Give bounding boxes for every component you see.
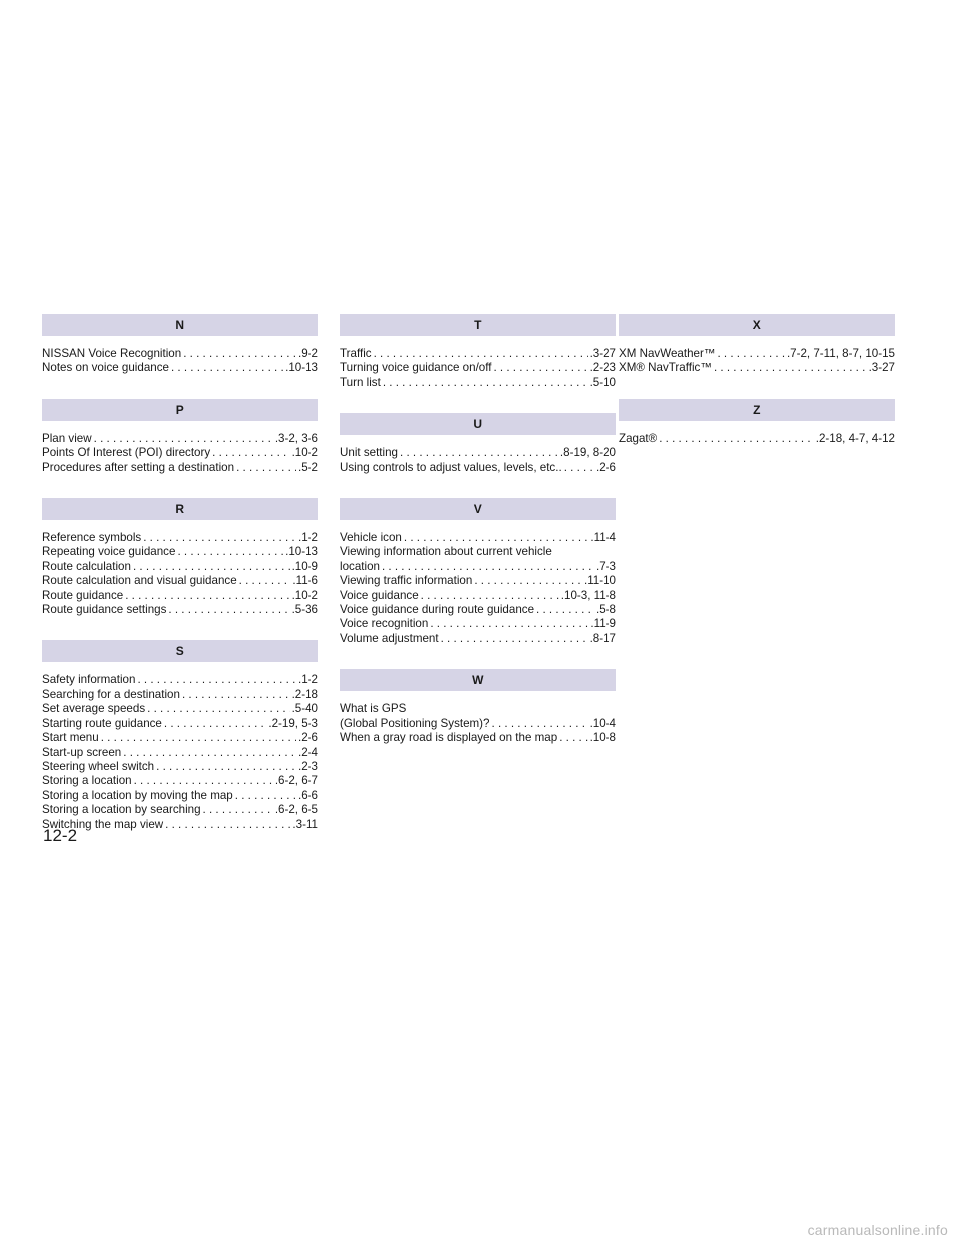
index-entry-pages: .5-2 [298,460,318,474]
index-entry [42,774,318,788]
index-entry-term: Storing a location by moving the map [42,788,233,802]
index-entry-pages: .11-6 [292,574,318,588]
index-column-3 [619,314,895,469]
index-entry-term: Turn list [340,375,381,389]
index-entry-line [42,789,318,803]
section-letter-header: X [619,314,895,336]
index-entry [42,574,318,588]
index-entry-line [340,717,616,731]
dot-leader [201,803,273,817]
index-entry-term: Points Of Interest (POI) directory [42,446,211,460]
index-entry-line [42,347,318,361]
index-entry-line [340,731,616,745]
dot-leader [712,361,867,375]
dot-leader [141,531,296,545]
index-entry [619,347,895,361]
index-entry-pages: .10-8 [589,731,616,745]
index-entry-pages: .3-11 [292,817,318,831]
index-entry-pages: .5-40 [291,702,318,716]
index-entry-pages: .10-2 [291,588,318,602]
index-entry-line [42,760,318,774]
index-entry-line [42,589,318,603]
index-entry [340,617,616,631]
index-entry-pages: .2-6 [596,460,616,474]
index-entry [42,789,318,803]
index-section-x [619,314,895,376]
dot-leader [162,717,266,731]
dot-leader [372,347,588,361]
index-entry-line [42,746,318,760]
index-entry-line [42,361,318,375]
index-entry-term: Traffic [340,347,372,360]
dot-leader [491,361,587,375]
dot-leader [135,673,296,687]
dot-leader [145,702,289,716]
index-entry-line [340,574,616,588]
index-entry-line [42,461,318,475]
index-entry-pages: .8-17 [589,631,616,645]
section-letter-header: T [340,314,616,336]
dot-leader [121,746,296,760]
index-entry-line [42,803,318,817]
index-section-v [340,498,616,646]
dot-leader [92,432,273,446]
dot-leader [402,531,589,545]
index-entry-term: Route guidance [42,588,124,602]
index-entry-line [42,574,318,588]
dot-leader [428,617,588,631]
index-entry [42,461,318,475]
index-entry-term: Searching for a destination [42,687,180,701]
index-entry-line [42,818,318,832]
index-entry-term: (Global Positioning System)? [340,716,490,730]
index-entry-line [340,632,616,646]
index-entry [42,545,318,559]
index-entry-pages: .3-2, 3-6 [274,431,318,445]
dot-leader [715,347,785,361]
index-column-2 [340,314,616,769]
index-entry-line [42,731,318,745]
index-entry-term: Voice guidance during route guidance [340,603,535,617]
index-entry-term: Route guidance settings [42,603,167,617]
index-entry-term: Viewing traffic information [340,574,473,588]
index-entry-pages: .10-9 [291,559,318,573]
index-entry [42,803,318,817]
index-entry-term: Unit setting [340,446,398,460]
dot-leader [132,774,273,788]
index-entry-pages: .3-27 [868,361,895,375]
dot-leader [234,461,296,475]
index-entry-line [42,545,318,559]
dot-leader [562,461,594,475]
index-entry-line [42,446,318,460]
index-entry-term: Zagat® [619,431,658,445]
index-entry-term: NISSAN Voice Recognition [42,347,182,360]
index-entry-pages: .6-6 [298,788,318,802]
index-entry [340,574,616,588]
index-entry [619,432,895,446]
index-entry-line [42,603,318,617]
section-letter-header: Z [619,399,895,421]
index-entry [42,818,318,832]
index-entry-line [340,617,616,631]
index-entry-line [340,376,616,390]
index-entry [340,347,616,361]
index-entry-term: Start menu [42,731,99,745]
dot-leader [419,589,559,603]
section-letter-header: U [340,413,616,435]
index-entry-term: Turning voice guidance on/off [340,361,492,375]
dot-leader [180,688,290,702]
dot-leader [233,789,296,803]
index-entry [42,673,318,687]
index-entry-pages: .10-3, 11-8 [560,588,616,602]
section-letter-header: S [42,640,318,662]
index-entry-pages: .6-2, 6-7 [274,774,318,788]
index-entry-term: Storing a location by searching [42,803,201,817]
index-entry-line [340,589,616,603]
dot-leader [557,731,587,745]
index-entry-term: Vehicle icon [340,531,402,545]
index-entry-line [340,461,616,475]
index-entry-term: Voice recognition [340,617,429,631]
dot-leader [175,545,283,559]
index-entry-line [42,673,318,687]
index-entry [340,531,616,545]
index-entry [340,632,616,646]
index-entry-line [42,531,318,545]
index-entry [42,603,318,617]
index-entry [340,603,616,617]
index-entry-line [42,717,318,731]
index-entry-pages: .11-10 [583,574,616,588]
index-entry-term: Set average speeds [42,702,146,716]
index-entry-pages: .2-18 [291,687,318,701]
index-entry-pages: .11-4 [590,531,616,545]
watermark-text: carmanualsonline.info [807,1222,948,1238]
index-entry-pages: .1-2 [298,673,318,687]
index-entry [42,347,318,361]
index-entry-line [42,702,318,716]
index-section-u [340,413,616,475]
index-section-z [619,399,895,446]
index-entry-term: Start-up screen [42,745,122,759]
index-entry-pages: .7-2, 7-11, 8-7, 10-15 [786,347,895,360]
dot-leader [398,446,558,460]
index-entry-line [340,560,616,574]
index-section-p [42,399,318,475]
index-entry-pages: .10-13 [285,545,318,559]
index-entry-term: Repeating voice guidance [42,545,176,559]
index-entry-term: Reference symbols [42,531,142,545]
index-section-s [42,640,318,831]
index-entry [340,361,616,375]
index-entry-pages: .10-13 [285,361,318,375]
index-entry [42,688,318,702]
index-entry [42,361,318,375]
index-entry [340,589,616,603]
index-entry [42,432,318,446]
index-entry-pages: .2-18, 4-7, 4-12 [815,431,895,445]
dot-leader [181,347,296,361]
dot-leader [381,376,588,390]
index-entry-pages: .1-2 [298,531,318,545]
index-entry [340,545,616,574]
section-letter-header: R [42,498,318,520]
index-entry [42,560,318,574]
index-entry-term: XM NavWeather™ [619,347,716,360]
index-entry-term: Starting route guidance [42,716,162,730]
index-entry [42,746,318,760]
dot-leader [210,446,289,460]
dot-leader [166,603,289,617]
dot-leader [534,603,594,617]
dot-leader [439,632,588,646]
index-entry-line [340,531,616,545]
index-entry-term: Procedures after setting a destination [42,460,235,474]
index-entry [340,446,616,460]
index-entry-line [42,560,318,574]
index-entry-term-line: What is GPS [340,702,407,716]
index-entry-line [340,603,616,617]
index-entry [42,717,318,731]
index-entry [42,531,318,545]
dot-leader [169,361,283,375]
index-entry-term: Safety information [42,673,136,687]
index-entry-term: Route calculation and visual guidance [42,574,237,588]
index-entry [340,461,616,475]
index-entry-term: XM® NavTraffic™ [619,361,712,375]
index-entry-pages: .7-3 [596,559,616,573]
index-entry-pages: .10-2 [291,446,318,460]
index-entry-pages: .2-3 [298,759,318,773]
index-entry [340,376,616,390]
index-entry-term: Voice guidance [340,588,419,602]
index-entry-line [619,361,895,375]
index-section-w [340,669,616,745]
dot-leader [154,760,296,774]
dot-leader [99,731,296,745]
index-entry-pages: .9-2 [298,347,318,360]
dot-leader [163,818,290,832]
section-letter-header: V [340,498,616,520]
index-entry-line [42,432,318,446]
index-entry-pages: .11-9 [590,617,616,631]
index-entry-line [340,347,616,361]
index-entry [340,731,616,745]
index-entry-term: Storing a location [42,774,132,788]
index-entry-pages: .10-4 [589,716,616,730]
dot-leader [131,560,290,574]
dot-leader [490,717,588,731]
index-entry-term: Switching the map view [42,817,164,831]
index-entry-pages: .2-4 [298,745,318,759]
index-entry-term: Plan view [42,431,92,445]
section-letter-header: W [340,669,616,691]
index-entry [619,361,895,375]
index-entry-pages: .5-10 [589,375,616,389]
index-entry-term: Steering wheel switch [42,759,155,773]
dot-leader [380,560,594,574]
index-section-r [42,498,318,617]
index-entry-pages: .5-36 [291,603,318,617]
index-entry [42,589,318,603]
dot-leader [123,589,289,603]
index-section-n [42,314,318,376]
index-entry-pages: .2-6 [298,731,318,745]
index-entry-term: location [340,559,380,573]
index-entry-pages: .2-19, 5-3 [268,716,318,730]
index-entry-line [619,432,895,446]
index-entry-pages: .2-23 [589,361,616,375]
index-entry-term: Volume adjustment [340,631,439,645]
index-entry-term: Using controls to adjust values, levels, etc.. [340,460,562,474]
dot-leader [657,432,814,446]
dot-leader [237,574,291,588]
index-entry-pages: .8-19, 8-20 [559,446,616,460]
section-letter-header: P [42,399,318,421]
dot-leader [472,574,582,588]
index-entry-term: Notes on voice guidance [42,361,169,375]
index-column-1 [42,314,318,855]
index-entry-line [42,688,318,702]
index-entry [340,702,616,731]
index-entry [42,760,318,774]
index-entry [42,731,318,745]
index-entry-pages: .3-27 [589,347,616,360]
index-entry-pages: .6-2, 6-5 [274,803,318,817]
index-entry-term-line: Viewing information about current vehicle [340,545,552,559]
index-entry [42,446,318,460]
index-entry [42,702,318,716]
index-entry-line [340,361,616,375]
index-section-t [340,314,616,390]
index-entry-term: Route calculation [42,559,131,573]
index-entry-term: When a gray road is displayed on the map [340,731,558,745]
index-entry-pages: .5-8 [596,603,616,617]
index-entry-line [340,446,616,460]
section-letter-header: N [42,314,318,336]
page-number: 12-2 [43,826,78,845]
index-entry-line [619,347,895,361]
index-entry-line [42,774,318,788]
